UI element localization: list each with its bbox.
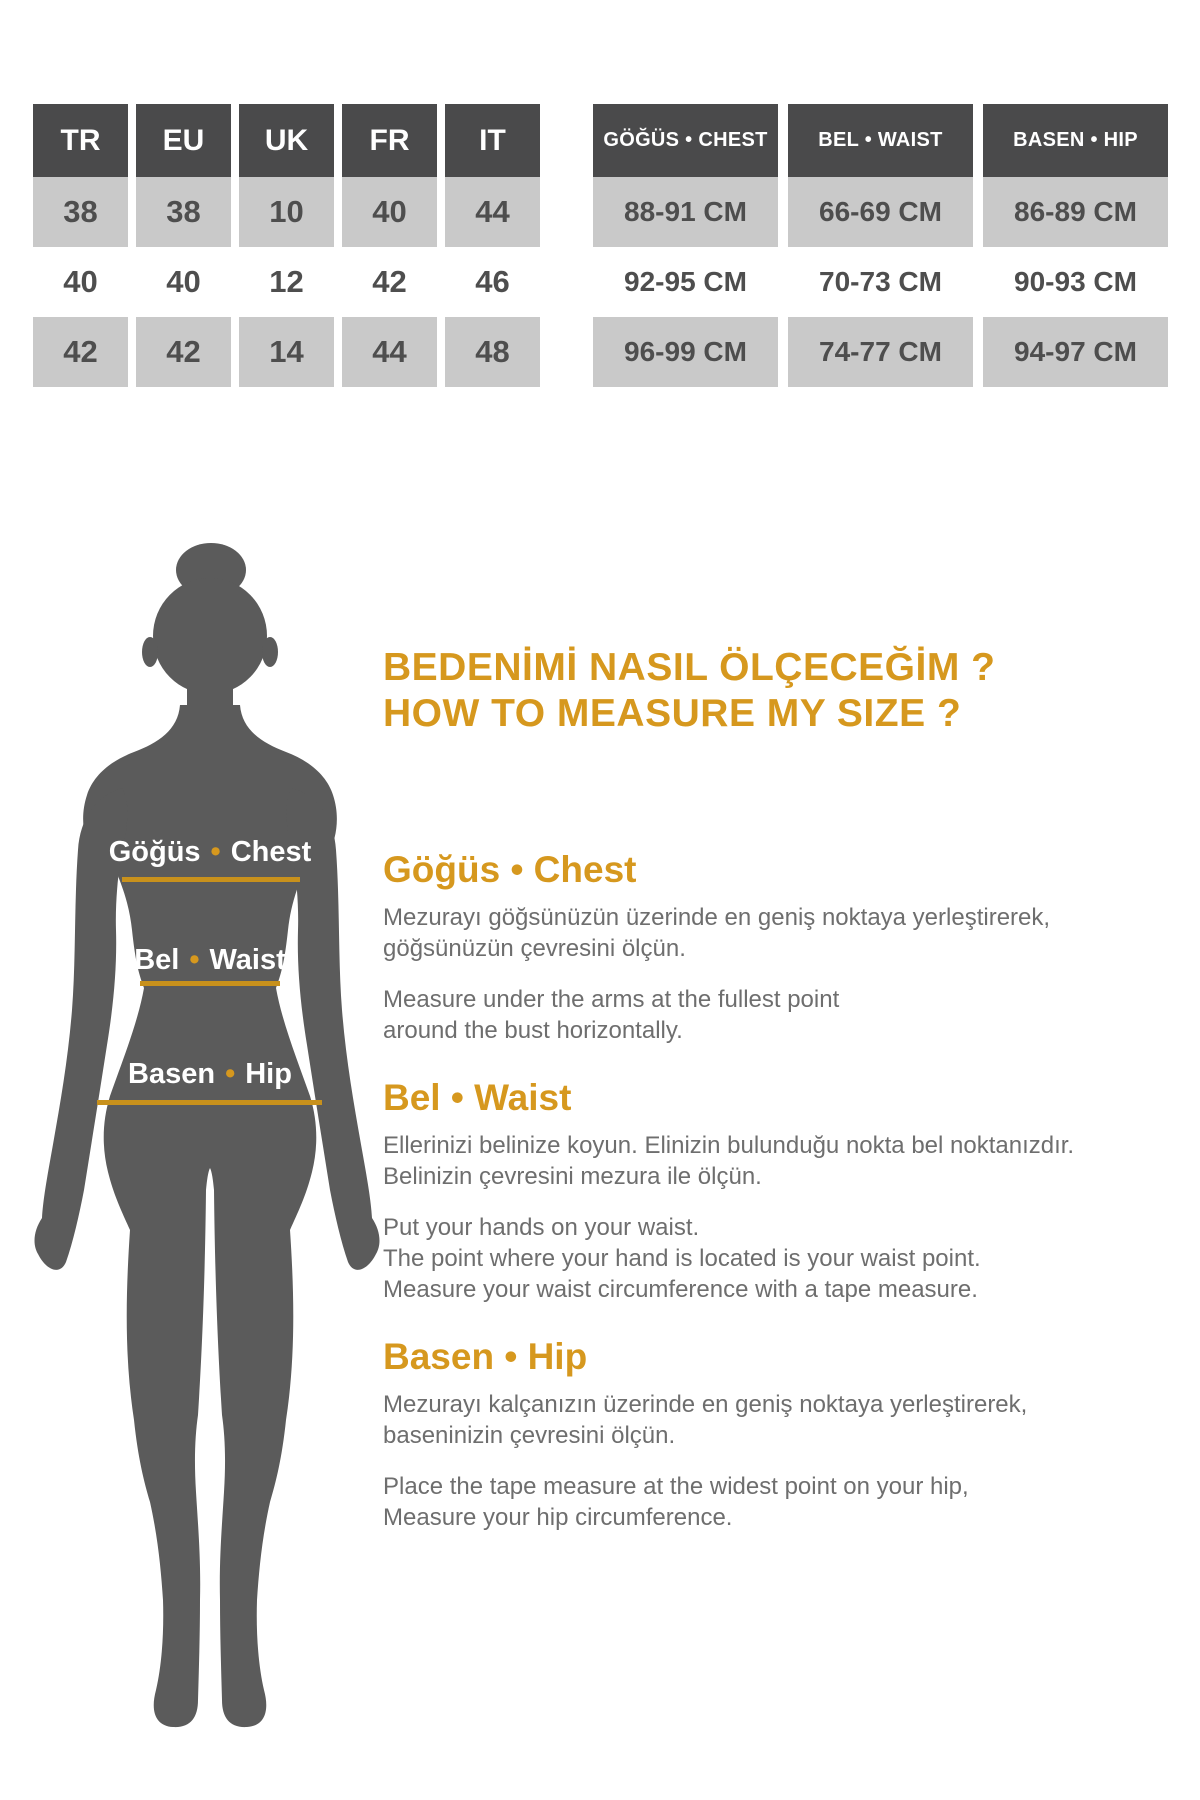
column-header-cell: FR bbox=[342, 104, 437, 177]
text-line: Measure your waist circumference with a tape measure. bbox=[383, 1276, 978, 1303]
measurement-guide-section bbox=[383, 1078, 1083, 1305]
size-value-cell: 46 bbox=[475, 264, 510, 299]
column-header-cell: EU bbox=[136, 104, 231, 177]
section-heading: Basen • Hip bbox=[383, 1336, 588, 1377]
text-line: göğsünüzün çevresini ölçün. bbox=[383, 935, 686, 962]
size-value-cell: 90-93 CM bbox=[1014, 266, 1137, 297]
text-line: Measure your hip circumference. bbox=[383, 1504, 733, 1531]
figure-label-hip-tr: Basen bbox=[128, 1058, 216, 1090]
size-value-cell: 88-91 CM bbox=[593, 177, 778, 247]
size-value-cell: 38 bbox=[33, 177, 128, 247]
table-column bbox=[983, 104, 1168, 387]
column-header-cell: BEL • WAIST bbox=[788, 104, 973, 177]
size-value-cell: 44 bbox=[342, 317, 437, 387]
size-value-cell: 12 bbox=[269, 264, 304, 299]
figure-label-chest-en: Chest bbox=[230, 836, 312, 868]
table-column bbox=[593, 104, 778, 387]
size-value-cell: 92-95 CM bbox=[624, 266, 747, 297]
figure-label-chest-tr: Göğüs bbox=[108, 836, 201, 868]
size-value-cell: 94-97 CM bbox=[983, 317, 1168, 387]
silhouette-ear-left bbox=[142, 637, 158, 667]
column-header-cell: UK bbox=[239, 104, 334, 177]
text-line: around the bust horizontally. bbox=[383, 1017, 683, 1044]
waist-measure-line bbox=[140, 981, 280, 986]
text-line: Mezurayı göğsünüzün üzerinde en geniş noktaya yerleştirerek, bbox=[383, 904, 1051, 931]
text-line: Place the tape measure at the widest point on your hip, bbox=[383, 1473, 969, 1500]
size-value-cell: 86-89 CM bbox=[983, 177, 1168, 247]
figure-label-waist bbox=[105, 944, 315, 977]
size-value-cell: 14 bbox=[239, 317, 334, 387]
size-value-cell: 42 bbox=[136, 317, 231, 387]
instruction-paragraph bbox=[383, 1212, 1083, 1305]
size-value-cell: 74-77 CM bbox=[788, 317, 973, 387]
text-line: Put your hands on your waist. bbox=[383, 1214, 700, 1241]
instruction-paragraph bbox=[383, 1471, 1083, 1533]
section-heading: Bel • Waist bbox=[383, 1077, 572, 1118]
text-line: The point where your hand is located is your waist point. bbox=[383, 1245, 981, 1272]
section-heading: Göğüs • Chest bbox=[383, 849, 637, 890]
size-value-cell: 44 bbox=[445, 177, 540, 247]
text-line: Ellerinizi belinize koyun. Elinizin bulunduğu nokta bel noktanızdır. bbox=[383, 1132, 1075, 1159]
size-value-cell: 48 bbox=[445, 317, 540, 387]
silhouette-ear-right bbox=[262, 637, 278, 667]
table-column bbox=[788, 104, 973, 387]
size-value-cell: 40 bbox=[342, 177, 437, 247]
table-column bbox=[342, 104, 437, 387]
size-value-cell: 38 bbox=[136, 177, 231, 247]
size-value-cell: 96-99 CM bbox=[593, 317, 778, 387]
text-line: Measure under the arms at the fullest point bbox=[383, 986, 840, 1013]
size-conversion-table bbox=[33, 104, 540, 387]
size-value-cell: 66-69 CM bbox=[788, 177, 973, 247]
column-header-cell: IT bbox=[445, 104, 540, 177]
measurement-guide bbox=[383, 850, 1083, 1565]
column-header-cell: BASEN • HIP bbox=[983, 104, 1168, 177]
instruction-paragraph bbox=[383, 1130, 1083, 1192]
text-line: Mezurayı kalçanızın üzerinde en geniş noktaya yerleştirerek, bbox=[383, 1391, 1028, 1418]
figure-label-chest bbox=[90, 836, 330, 869]
table-column bbox=[33, 104, 128, 387]
figure-label-waist-en: Waist bbox=[209, 944, 286, 976]
size-value-cell: 40 bbox=[63, 264, 98, 299]
measurement-guide-section bbox=[383, 850, 1083, 1046]
chest-measure-line bbox=[122, 877, 300, 882]
column-header-cell: GÖĞÜS • CHEST bbox=[593, 104, 778, 177]
figure-label-hip bbox=[95, 1058, 325, 1091]
guide-title-line-en: HOW TO MEASURE MY SIZE ? bbox=[383, 692, 962, 735]
size-value-cell: 42 bbox=[372, 264, 407, 299]
instruction-paragraph bbox=[383, 902, 1083, 964]
hip-measure-line bbox=[97, 1100, 322, 1105]
guide-title bbox=[383, 645, 995, 737]
body-measurement-table bbox=[593, 104, 1168, 387]
female-body-silhouette bbox=[20, 540, 400, 1740]
table-column bbox=[445, 104, 540, 387]
instruction-paragraph bbox=[383, 1389, 1083, 1451]
figure-label-waist-tr: Bel bbox=[134, 944, 180, 976]
text-line: baseninizin çevresini ölçün. bbox=[383, 1422, 676, 1449]
column-header-cell: TR bbox=[33, 104, 128, 177]
size-value-cell: 70-73 CM bbox=[819, 266, 942, 297]
bullet-icon: • bbox=[225, 1058, 236, 1090]
instruction-paragraph bbox=[383, 984, 1083, 1046]
table-column bbox=[136, 104, 231, 387]
measurement-guide-section bbox=[383, 1337, 1083, 1533]
bullet-icon: • bbox=[210, 836, 221, 868]
size-value-cell: 40 bbox=[166, 264, 201, 299]
guide-title-line-tr: BEDENİMİ NASIL ÖLÇECEĞİM ? bbox=[383, 646, 996, 689]
size-value-cell: 42 bbox=[33, 317, 128, 387]
text-line: Belinizin çevresini mezura ile ölçün. bbox=[383, 1163, 762, 1190]
table-column bbox=[239, 104, 334, 387]
size-value-cell: 10 bbox=[239, 177, 334, 247]
figure-label-hip-en: Hip bbox=[245, 1058, 292, 1090]
bullet-icon: • bbox=[189, 944, 200, 976]
